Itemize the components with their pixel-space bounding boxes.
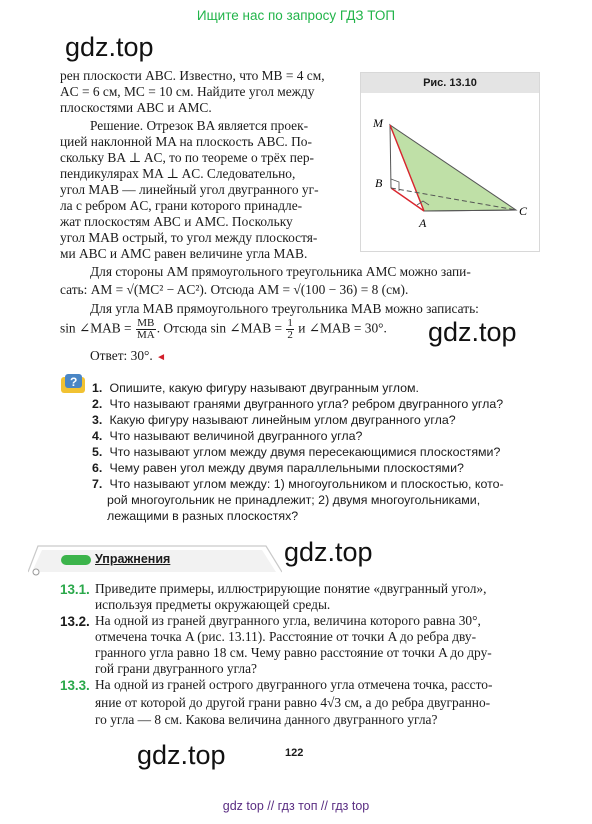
frac-num: 1: [287, 317, 293, 329]
frac-den: MA: [136, 329, 155, 341]
exercise-number: 13.3.: [60, 678, 90, 693]
top-banner: Ищите нас по запросу ГДЗ ТОП: [196, 8, 396, 23]
watermark: gdz.top: [428, 317, 517, 347]
page-number: 122: [285, 747, 304, 759]
solution-sin-line: [60, 318, 538, 341]
watermark: gdz.top: [284, 537, 373, 567]
label-m: M: [373, 116, 383, 130]
exercise-number: 13.2.: [60, 614, 90, 629]
question-item: 7. Что называют углом между: 1) многоугольником и плоскостью, кото-: [92, 477, 504, 491]
exercise-line: го угла — 8 см. Какова величина данного двугранного угла?: [95, 712, 438, 727]
problem-line: жат плоскостям ABC и AMC. Поскольку: [60, 214, 293, 229]
end-marker-icon: ◄: [156, 352, 166, 363]
watermark: gdz.top: [65, 32, 154, 62]
problem-line: ла с ребром AC, грани которого принадле-: [60, 198, 303, 213]
tetrahedron-diagram: [361, 93, 539, 251]
svg-text:?: ?: [70, 375, 78, 389]
exercise-line: используя предметы окружающей среды.: [95, 597, 331, 612]
question-item: 5. Что называют углом между двумя пересекающимися плоскостями?: [92, 445, 501, 459]
problem-line: угол MAB — линейный угол двугранного уг-: [60, 182, 319, 197]
label-c: C: [519, 204, 528, 218]
watermark: gdz.top: [137, 740, 226, 770]
problem-line: угол MAB острый, то угол между плоскостя-: [60, 230, 318, 245]
solution-line: Для угла MAB прямоугольного треугольника MAB можно записать:: [90, 301, 479, 316]
problem-line: цией наклонной MA на плоскость ABC. По-: [60, 134, 312, 149]
footer-links: gdz top // гдз топ // гдз top: [222, 799, 370, 813]
exercise-line: На одной из граней двугранного угла, величина которого равна 30°,: [95, 613, 481, 628]
question-item: 4. Что называют величиной двугранного угла?: [92, 429, 363, 443]
label-a: A: [419, 216, 427, 230]
question-continuation: лежащими в разных плоскостях?: [107, 509, 299, 523]
fraction-half: [286, 318, 294, 341]
problem-line: пендикулярах MA ⊥ AC. Следовательно,: [60, 166, 296, 181]
solution-line: сать: AM = √(MC² − AC²). Отсюда AM = √(100 − 36) = 8 (см).: [60, 282, 409, 297]
exercise-line: гранного угла равно 18 см. Чему равно расстояние от точки A до дру-: [95, 645, 492, 660]
question-item: 6. Чему равен угол между двумя параллельными плоскостями?: [92, 461, 464, 475]
problem-line: ми ABC и AMC равен величине угла MAB.: [60, 246, 308, 261]
question-item: 3. Какую фигуру называют линейным углом двугранного угла?: [92, 413, 456, 427]
exercise-line: Приведите примеры, иллюстрирующие понятие «двугранный угол»,: [95, 581, 487, 596]
problem-line: плоскостями ABC и AMC.: [60, 100, 212, 115]
frac-den: 2: [287, 329, 293, 341]
problem-line: рен плоскости ABC. Известно, что MB = 4 см,: [60, 68, 325, 83]
question-continuation: рой многоугольник не принадлежит; 2) двумя многоугольниками,: [107, 493, 481, 507]
sin-mid: . Отсюда sin ∠MAB =: [156, 320, 283, 336]
exercises-title: Упражнения: [95, 552, 171, 566]
sin-end: и ∠MAB = 30°.: [298, 320, 387, 336]
solution-line: Для стороны AM прямоугольного треугольника AMC можно запи-: [90, 264, 471, 279]
question-item: 1. Опишите, какую фигуру называют двугранным углом.: [92, 381, 419, 395]
exercises-pill-icon: [61, 555, 91, 565]
exercise-line: яние от которой до другой грани равно 4√3 см, а до ребра двугранно-: [95, 695, 491, 710]
answer: [90, 348, 166, 367]
problem-line: Решение. Отрезок BA является проек-: [90, 118, 309, 133]
exercise-line: отмечена точка A (рис. 13.11). Расстояние от точки A до ребра дву-: [95, 629, 477, 644]
exercise-number: 13.1.: [60, 582, 90, 597]
plane-amc: [390, 125, 516, 211]
figure-13-10: [360, 72, 540, 252]
answer-text: Ответ: 30°.: [90, 348, 153, 363]
frac-num: MB: [137, 317, 155, 329]
question-item: 2. Что называют гранями двугранного угла? ребром двугранного угла?: [92, 397, 504, 411]
label-b: B: [375, 176, 383, 190]
problem-line: AC = 6 см, MC = 10 см. Найдите угол между: [60, 84, 315, 99]
edge-mb: [390, 125, 391, 188]
figure-caption: Рис. 13.10: [361, 73, 539, 93]
exercise-line: гой грани двугранного угла?: [95, 661, 257, 676]
problem-line: скольку BA ⊥ AC, то по теореме о трёх пер-: [60, 150, 314, 165]
sin-lhs: sin ∠MAB =: [60, 320, 132, 336]
fraction-mb-ma: [136, 318, 156, 341]
question-icon: [60, 373, 88, 395]
exercise-line: На одной из граней острого двугранного угла отмечена точка, рассто-: [95, 677, 493, 692]
